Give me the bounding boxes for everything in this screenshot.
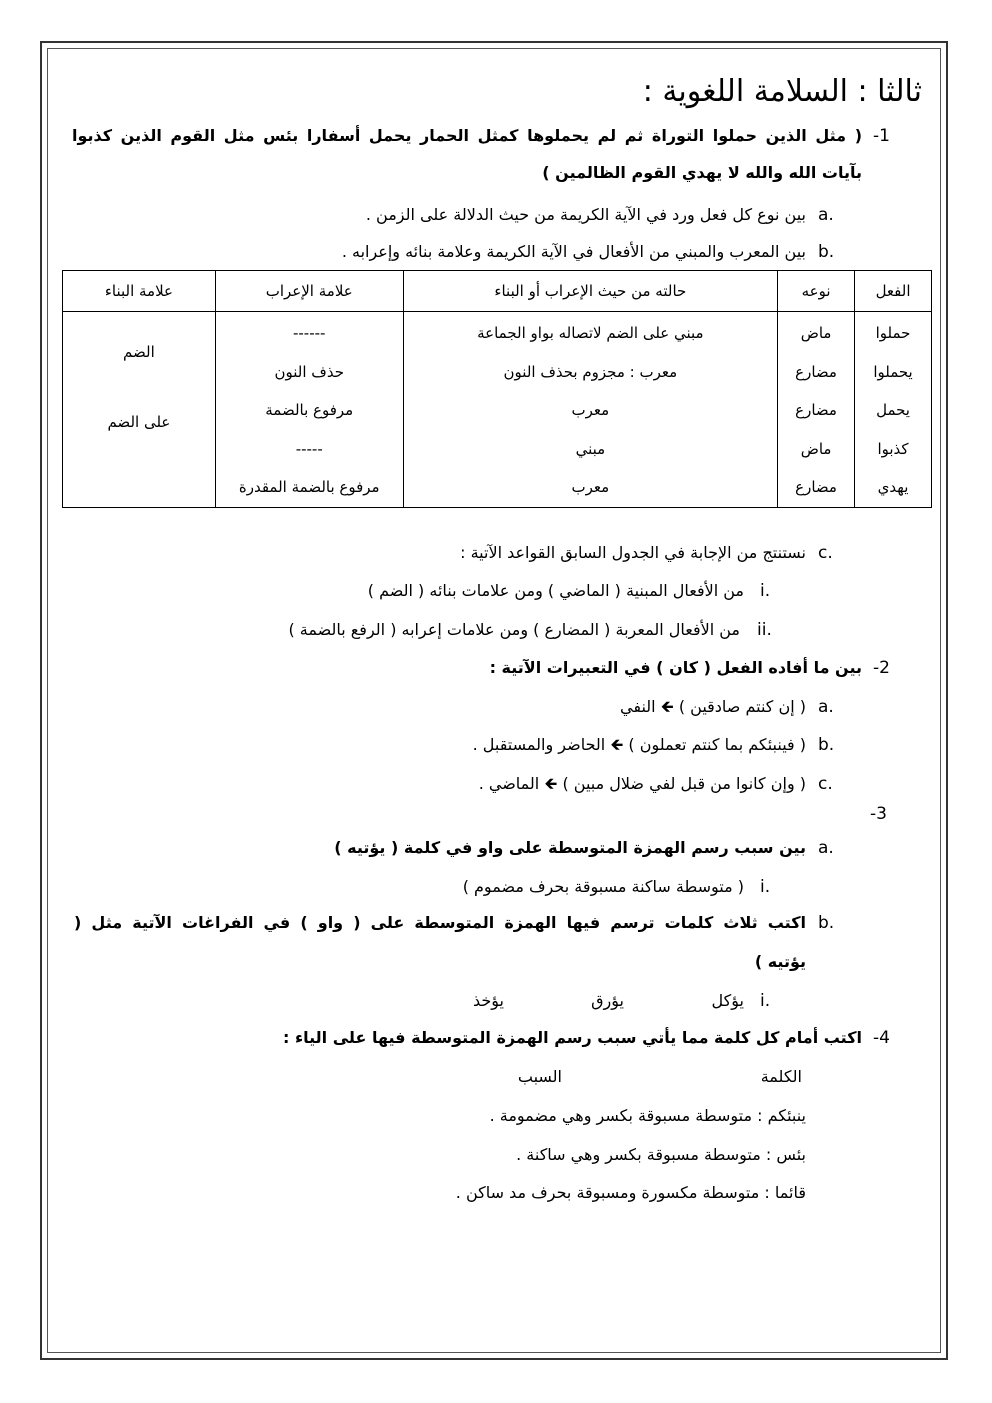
q2-a-answer: النفي <box>620 697 656 716</box>
state-cell: مبني على الضم لاتصاله بواو الجماعة <box>477 324 704 342</box>
header-state: حالته من حيث الإعراب أو البناء <box>403 271 777 312</box>
q2-marker: -2 <box>873 658 890 678</box>
q2-heading: بين ما أفاده الفعل ( كان ) في التعبيرات الآتية : <box>489 658 862 677</box>
verb-cell: يحملوا <box>873 362 913 381</box>
bina-cell: على الضم <box>107 413 171 431</box>
q1-c-marker: c. <box>818 543 833 563</box>
q3-word-1: يؤكل <box>711 991 744 1010</box>
arrow-left-icon: 🡸 <box>610 735 624 754</box>
arrow-left-icon: 🡸 <box>660 697 674 716</box>
state-cell: معرب <box>571 401 610 420</box>
q4-row: ينبئكم : متوسطة مسبوقة بكسر وهي مضمومة . <box>489 1106 806 1125</box>
q3-b-text-line2: يؤتيه ) <box>754 952 806 971</box>
q2-b-text: ( فينبئكم بما كنتم تعملون ) <box>628 735 806 754</box>
q2-c-marker: c. <box>818 774 833 794</box>
q1-c-ii-marker: ii. <box>757 620 772 640</box>
q3-word-2: يؤرق <box>591 991 624 1010</box>
verb-cell: كذبوا <box>877 439 909 458</box>
irab-cell: مرفوع بالضمة المقدرة <box>238 478 380 497</box>
q3-a-i-text: ( متوسطة ساكنة مسبوقة بحرف مضموم ) <box>462 877 744 896</box>
q3-b-text-line1: اكتب ثلاث كلمات ترسم فيها الهمزة المتوسطة على ( واو ) في الفراغات الآتية مثل ( <box>74 913 806 932</box>
q4-marker: -4 <box>873 1028 890 1048</box>
q1-verse-line1: ( مثل الذين حملوا التوراة ثم لم يحملوها كمثل الحمار يحمل أسفارا بئس مثل القوم الذين كذبوا <box>72 126 862 145</box>
q1-a-marker: a. <box>818 205 834 225</box>
q1-b-marker: b. <box>818 242 835 262</box>
q3-a-text: بين سبب رسم الهمزة المتوسطة على واو في كلمة ( يؤتيه ) <box>334 838 806 857</box>
q3-b-i-marker: i. <box>760 991 771 1011</box>
verbs-table <box>62 270 932 508</box>
q2-c-answer: الماضي . <box>478 774 540 793</box>
irab-cell: مرفوع بالضمة <box>265 401 354 420</box>
q3-word-3: يؤخذ <box>472 991 504 1010</box>
header-type: نوعه <box>778 271 855 312</box>
type-cell: مضارع <box>795 401 837 420</box>
state-cell: معرب <box>571 478 610 497</box>
table-header-row <box>63 271 932 312</box>
type-cell: مضارع <box>795 362 837 381</box>
section-title: ثالثا : السلامة اللغوية : <box>642 74 922 109</box>
verb-cell: يهدي <box>877 478 909 497</box>
irab-cell: ------ <box>292 324 326 342</box>
state-cell: مبني <box>575 439 606 458</box>
q2-c-line <box>479 774 806 794</box>
q4-row: قائما : متوسطة مكسورة ومسبوقة بحرف مد ساكن . <box>455 1183 806 1202</box>
irab-cell: حذف النون <box>274 362 344 381</box>
q2-a-marker: a. <box>818 697 834 717</box>
state-cell: معرب : مجزوم بحذف النون <box>503 362 678 381</box>
q1-c-i-text: من الأفعال المبنية ( الماضي ) ومن علامات بنائه ( الضم ) <box>367 581 744 600</box>
q2-b-line <box>473 735 806 755</box>
q4-col-reason: السبب <box>517 1067 562 1086</box>
type-cell: ماض <box>800 439 832 458</box>
q3-marker: -3 <box>870 804 887 824</box>
q1-marker: -1 <box>873 126 890 146</box>
verb-cell: حملوا <box>875 324 911 342</box>
q4-col-word: الكلمة <box>760 1067 802 1086</box>
type-cell: ماض <box>800 324 832 342</box>
table-body-row <box>63 312 932 508</box>
q2-a-text: ( إن كنتم صادقين ) <box>678 697 806 716</box>
q3-a-marker: a. <box>818 838 834 858</box>
q2-a-line <box>620 697 806 717</box>
q1-c-text: نستنتج من الإجابة في الجدول السابق القواعد الآتية : <box>460 543 806 562</box>
q4-heading: اكتب أمام كل كلمة مما يأتي سبب رسم الهمزة المتوسطة فيها على الياء : <box>282 1028 862 1047</box>
header-bina: علامة البناء <box>63 271 216 312</box>
bina-cell: الضم <box>123 343 155 361</box>
type-cell: مضارع <box>795 478 837 497</box>
q3-b-marker: b. <box>818 913 835 933</box>
q4-row: بئس : متوسطة مسبوقة بكسر وهي ساكنة . <box>516 1145 806 1164</box>
verb-cell: يحمل <box>876 401 910 420</box>
irab-cell: ----- <box>295 439 323 458</box>
q2-b-answer: الحاضر والمستقبل . <box>472 735 606 754</box>
arrow-left-icon: 🡸 <box>544 774 558 793</box>
header-verb: الفعل <box>855 271 932 312</box>
q1-verse-line2: بآيات الله والله لا يهدي القوم الظالمين ) <box>542 163 862 182</box>
q3-a-i-marker: i. <box>760 877 771 897</box>
q1-c-ii-text: من الأفعال المعربة ( المضارع ) ومن علامات إعرابه ( الرفع بالضمة ) <box>288 620 740 639</box>
q1-c-i-marker: i. <box>760 581 771 601</box>
q1-a-text: بين نوع كل فعل ورد في الآية الكريمة من حيث الدلالة على الزمن . <box>365 205 806 224</box>
header-irab: علامة الإعراب <box>215 271 403 312</box>
q2-c-text: ( وإن كانوا من قبل لفي ضلال مبين ) <box>562 774 806 793</box>
q1-b-text: بين المعرب والمبني من الأفعال في الآية الكريمة وعلامة بنائه وإعرابه . <box>341 242 806 261</box>
q2-b-marker: b. <box>818 735 835 755</box>
